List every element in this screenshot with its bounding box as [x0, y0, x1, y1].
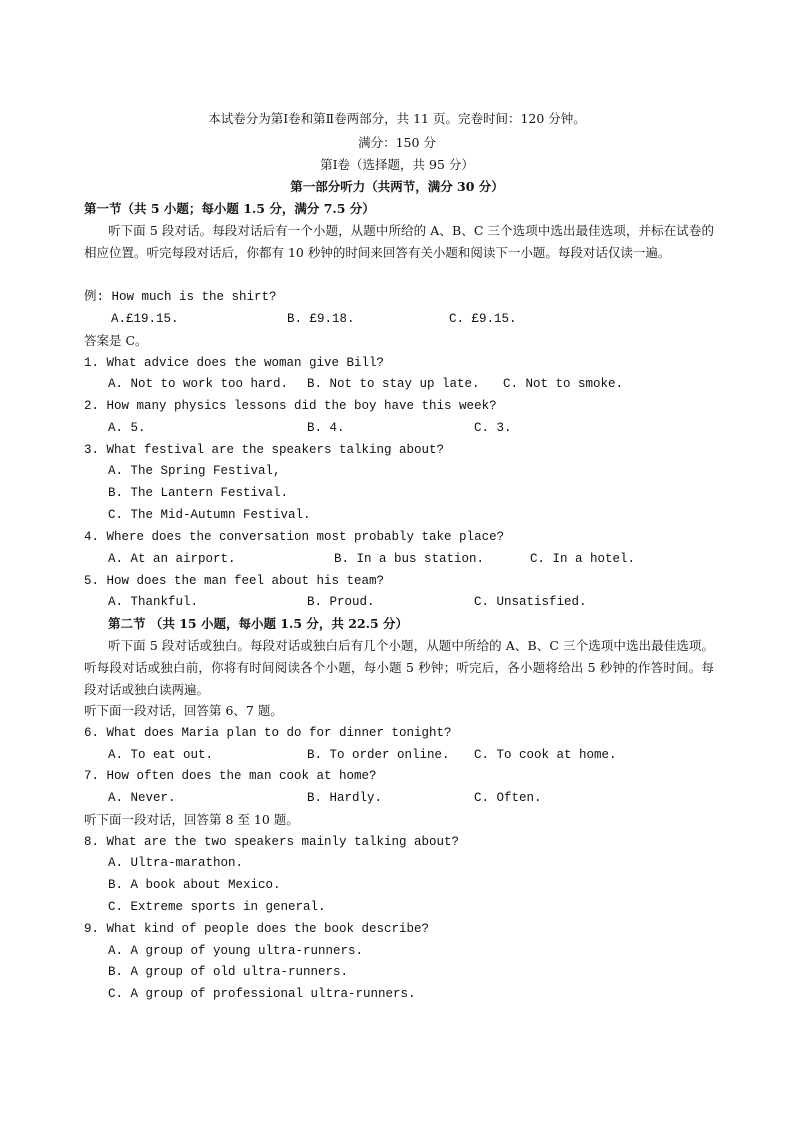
q9-option-c: C. A group of professional ultra-runners.: [108, 987, 416, 1001]
q9-option-b: B. A group of old ultra-runners.: [108, 965, 349, 979]
q5-option-a: A. Thankful.: [108, 595, 199, 609]
q3-option-a: A. The Spring Festival,: [108, 464, 281, 478]
total-score: 满分：150 分: [358, 135, 436, 150]
q6-option-c: C. To cook at home.: [474, 748, 617, 762]
q4-option-c: C. In a hotel.: [530, 552, 636, 566]
q4-option-b: B. In a bus station.: [334, 552, 485, 566]
q2-option-a: A. 5.: [108, 421, 146, 435]
question-8: 8. What are the two speakers mainly talking about?: [84, 835, 460, 849]
group-8-10-heading: 听下面一段对话，回答第 8 至 10 题。: [84, 812, 299, 827]
volume-title: 第Ⅰ卷（选择题，共 95 分）: [320, 157, 474, 172]
q8-option-b: B. A book about Mexico.: [108, 878, 281, 892]
exam-intro: 本试卷分为第Ⅰ卷和第Ⅱ卷两部分，共 11 页。完卷时间：120 分钟。: [208, 111, 586, 126]
section2-instructions: 听下面 5 段对话或独白。每段对话或独白后有几个小题，从题中所给的 A、B、C 三个选项中选出最佳选项。听每段对话或独白前，你将有时间阅读各个小题，每小题 5 秒钟；听完后，各小题将给出 5 秒钟的作答时间。每段对话或独白读两遍。: [84, 638, 714, 697]
group-6-7-heading: 听下面一段对话，回答第 6、7 题。: [84, 703, 283, 718]
section1-title: 第一节（共 5 小题；每小题 1.5 分，满分 7.5 分）: [84, 201, 375, 216]
q6-option-a: A. To eat out.: [108, 748, 214, 762]
q7-option-b: B. Hardly.: [307, 791, 383, 805]
question-7: 7. How often does the man cook at home?: [84, 769, 377, 783]
q6-option-b: B. To order online.: [307, 748, 450, 762]
section2-title: 第二节 （共 15 小题，每小题 1.5 分，共 22.5 分）: [108, 616, 409, 631]
question-5: 5. How does the man feel about his team?: [84, 574, 385, 588]
q2-option-b: B. 4.: [307, 421, 345, 435]
q8-option-a: A. Ultra-marathon.: [108, 856, 244, 870]
example-option-c: C. £9.15.: [449, 312, 517, 326]
example-question: 例: How much is the shirt?: [84, 290, 277, 304]
question-4: 4. Where does the conversation most probably take place?: [84, 530, 505, 544]
example-answer: 答案是 C。: [84, 333, 148, 348]
q3-option-c: C. The Mid-Autumn Festival.: [108, 508, 311, 522]
question-9: 9. What kind of people does the book describe?: [84, 922, 430, 936]
q4-option-a: A. At an airport.: [108, 552, 236, 566]
q7-option-a: A. Never.: [108, 791, 176, 805]
question-3: 3. What festival are the speakers talking about?: [84, 443, 445, 457]
q5-option-b: B. Proud.: [307, 595, 375, 609]
q3-option-b: B. The Lantern Festival.: [108, 486, 289, 500]
section1-instructions: 听下面 5 段对话。每段对话后有一个小题，从题中所给的 A、B、C 三个选项中选出最佳选项，并标在试卷的相应位置。听完每段对话后，你都有 10 秒钟的时间来回答有关小题和阅读下一小题。每段对话仅读一遍。: [84, 223, 714, 260]
q8-option-c: C. Extreme sports in general.: [108, 900, 326, 914]
q7-option-c: C. Often.: [474, 791, 542, 805]
part-title: 第一部分听力（共两节，满分 30 分）: [290, 179, 504, 194]
question-2: 2. How many physics lessons did the boy have this week?: [84, 399, 497, 413]
q2-option-c: C. 3.: [474, 421, 512, 435]
example-option-a: A.£19.15.: [111, 312, 179, 326]
q1-option-c: C. Not to smoke.: [503, 377, 624, 391]
question-1: 1. What advice does the woman give Bill?: [84, 356, 385, 370]
q1-option-a: A. Not to work too hard.: [108, 377, 289, 391]
example-option-b: B. £9.18.: [287, 312, 355, 326]
q5-option-c: C. Unsatisfied.: [474, 595, 587, 609]
question-6: 6. What does Maria plan to do for dinner tonight?: [84, 726, 452, 740]
q9-option-a: A. A group of young ultra-runners.: [108, 944, 364, 958]
q1-option-b: B. Not to stay up late.: [307, 377, 480, 391]
